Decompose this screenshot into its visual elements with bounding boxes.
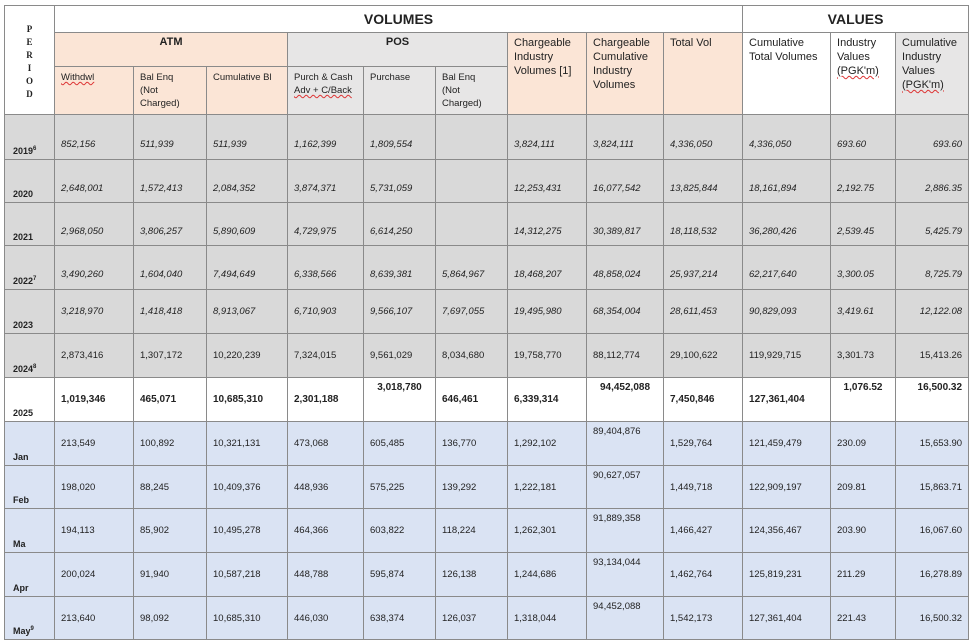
chg-cum-cell: 3,824,111 [587, 115, 664, 160]
header-row-2 [5, 33, 969, 67]
chg-ind-cell: 12,253,431 [508, 160, 587, 203]
chg-cum-cell: 48,858,024 [587, 246, 664, 290]
cum-total-cell: 127,361,404 [743, 378, 831, 422]
total-vol-cell: 25,937,214 [664, 246, 743, 290]
withdwl-cell: 3,490,260 [55, 246, 134, 290]
withdwl-cell: 852,156 [55, 115, 134, 160]
cum-bl-cell: 5,890,609 [207, 203, 288, 246]
bal-enq-cell: 1,572,413 [134, 160, 207, 203]
cum-ind-values-cell: 12,122.08 [896, 290, 969, 334]
total-vol-cell: 1,449,718 [664, 466, 743, 509]
table-row [5, 422, 969, 466]
cum-bl-cell: 7,494,649 [207, 246, 288, 290]
chg-ind-cell: 1,318,044 [508, 597, 587, 640]
purchase-cell: 3,018,780 [364, 378, 436, 422]
bal-enq-pos-header: Bal Enq (Not Charged) [436, 67, 508, 115]
bal-enq-pos-cell: 5,864,967 [436, 246, 508, 290]
ind-values-cell: 230.09 [831, 422, 896, 466]
cum-bl-cell: 2,084,352 [207, 160, 288, 203]
withdwl-cell: 194,113 [55, 509, 134, 553]
bal-enq-cell: 100,892 [134, 422, 207, 466]
cum-bl-cell: 10,587,218 [207, 553, 288, 597]
chargeable-cumulative-volumes-header: Chargeable Cumulative Industry Volumes [587, 33, 664, 115]
cum-bl-cell: 10,321,131 [207, 422, 288, 466]
cum-ind-values-cell: 5,425.79 [896, 203, 969, 246]
cum-bl-cell: 10,409,376 [207, 466, 288, 509]
cum-total-cell: 18,161,894 [743, 160, 831, 203]
purchase-cell: 9,566,107 [364, 290, 436, 334]
purchase-header: Purchase [364, 67, 436, 115]
cum-bl-cell: 10,495,278 [207, 509, 288, 553]
total-vol-cell: 29,100,622 [664, 334, 743, 378]
total-vol-cell: 4,336,050 [664, 115, 743, 160]
table-row-total [5, 378, 969, 422]
cum-ind-values-cell: 16,067.60 [896, 509, 969, 553]
cum-total-cell: 62,217,640 [743, 246, 831, 290]
bal-enq-pos-cell [436, 115, 508, 160]
cum-ind-values-cell: 15,653.90 [896, 422, 969, 466]
cum-total-cell: 121,459,479 [743, 422, 831, 466]
bal-enq-pos-cell: 118,224 [436, 509, 508, 553]
bal-enq-pos-cell: 126,037 [436, 597, 508, 640]
chg-ind-cell: 3,824,111 [508, 115, 587, 160]
bal-enq-cell: 1,418,418 [134, 290, 207, 334]
table-row [5, 553, 969, 597]
ind-values-cell: 2,192.75 [831, 160, 896, 203]
ind-values-cell: 209.81 [831, 466, 896, 509]
cum-ind-values-cell: 693.60 [896, 115, 969, 160]
period-label: 2021 [5, 203, 55, 246]
volumes-header: VOLUMES [55, 6, 743, 33]
chg-cum-cell: 88,112,774 [587, 334, 664, 378]
purch-cash-cell: 464,366 [288, 509, 364, 553]
bal-enq-pos-cell: 646,461 [436, 378, 508, 422]
bal-enq-cell: 3,806,257 [134, 203, 207, 246]
cum-total-cell: 4,336,050 [743, 115, 831, 160]
cum-ind-values-cell: 8,725.79 [896, 246, 969, 290]
total-vol-cell: 7,450,846 [664, 378, 743, 422]
withdwl-cell: 2,968,050 [55, 203, 134, 246]
total-vol-header: Total Vol [664, 33, 743, 115]
chg-ind-cell: 6,339,314 [508, 378, 587, 422]
withdwl-cell: 3,218,970 [55, 290, 134, 334]
total-vol-cell: 18,118,532 [664, 203, 743, 246]
volumes-values-table [4, 5, 969, 640]
table-row [5, 466, 969, 509]
industry-values-header: Industry Values (PGK'm) [831, 33, 896, 115]
purch-cash-header: Purch & Cash Adv + C/Back [288, 67, 364, 115]
period-label: 2020 [5, 160, 55, 203]
cum-total-cell: 125,819,231 [743, 553, 831, 597]
bal-enq-cell: 1,604,040 [134, 246, 207, 290]
chg-cum-cell: 91,889,358 [587, 509, 664, 553]
withdwl-cell: 2,648,001 [55, 160, 134, 203]
bal-enq-pos-cell [436, 203, 508, 246]
purch-cash-cell: 2,301,188 [288, 378, 364, 422]
ind-values-cell: 2,539.45 [831, 203, 896, 246]
bal-enq-cell: 91,940 [134, 553, 207, 597]
cum-total-cell: 127,361,404 [743, 597, 831, 640]
total-vol-cell: 1,542,173 [664, 597, 743, 640]
table-row [5, 334, 969, 378]
table-row [5, 203, 969, 246]
bal-enq-cell: 511,939 [134, 115, 207, 160]
purch-cash-cell: 473,068 [288, 422, 364, 466]
cum-total-cell: 90,829,093 [743, 290, 831, 334]
cum-bl-cell: 10,685,310 [207, 378, 288, 422]
table-row [5, 597, 969, 640]
period-label: Ma [5, 509, 55, 553]
total-vol-cell: 1,462,764 [664, 553, 743, 597]
table-row [5, 246, 969, 290]
chg-cum-cell: 90,627,057 [587, 466, 664, 509]
cum-bl-cell: 511,939 [207, 115, 288, 160]
bal-enq-cell: 85,902 [134, 509, 207, 553]
purchase-cell: 638,374 [364, 597, 436, 640]
period-label: Jan [5, 422, 55, 466]
ind-values-cell: 693.60 [831, 115, 896, 160]
purch-cash-cell: 3,874,371 [288, 160, 364, 203]
cum-ind-values-cell: 16,500.32 [896, 378, 969, 422]
pos-group-header: POS [288, 33, 508, 67]
bal-enq-pos-cell: 136,770 [436, 422, 508, 466]
withdwl-cell: 198,020 [55, 466, 134, 509]
bal-enq-cell: 1,307,172 [134, 334, 207, 378]
bal-enq-pos-cell: 7,697,055 [436, 290, 508, 334]
purchase-cell: 1,809,554 [364, 115, 436, 160]
withdwl-cell: 213,640 [55, 597, 134, 640]
cumulative-total-volumes-header: Cumulative Total Volumes [743, 33, 831, 115]
cumulative-bl-header: Cumulative Bl [207, 67, 288, 115]
purch-cash-cell: 1,162,399 [288, 115, 364, 160]
chg-ind-cell: 1,292,102 [508, 422, 587, 466]
period-label: May$^9$ [5, 597, 55, 640]
ind-values-cell: 211.29 [831, 553, 896, 597]
total-vol-cell: 1,529,764 [664, 422, 743, 466]
cum-bl-cell: 10,685,310 [207, 597, 288, 640]
purchase-cell: 6,614,250 [364, 203, 436, 246]
cum-total-cell: 124,356,467 [743, 509, 831, 553]
chg-cum-cell: 68,354,004 [587, 290, 664, 334]
chg-ind-cell: 18,468,207 [508, 246, 587, 290]
cum-bl-cell: 8,913,067 [207, 290, 288, 334]
purchase-cell: 605,485 [364, 422, 436, 466]
purchase-cell: 603,822 [364, 509, 436, 553]
purchase-cell: 5,731,059 [364, 160, 436, 203]
purch-cash-cell: 4,729,975 [288, 203, 364, 246]
period-label: Apr [5, 553, 55, 597]
header-row-1 [5, 6, 969, 33]
chg-ind-cell: 1,262,301 [508, 509, 587, 553]
cum-ind-values-cell: 2,886.35 [896, 160, 969, 203]
withdwl-cell: 200,024 [55, 553, 134, 597]
chg-cum-cell: 94,452,088 [587, 597, 664, 640]
period-header: P E R I O D [5, 6, 55, 115]
period-label: 2019$^6$ [5, 115, 55, 160]
ind-values-cell: 3,301.73 [831, 334, 896, 378]
chg-cum-cell: 16,077,542 [587, 160, 664, 203]
purch-cash-cell: 446,030 [288, 597, 364, 640]
total-vol-cell: 1,466,427 [664, 509, 743, 553]
purch-cash-cell: 448,936 [288, 466, 364, 509]
chargeable-industry-volumes-header: Chargeable Industry Volumes [1] [508, 33, 587, 115]
period-label: 2022$^7$ [5, 246, 55, 290]
total-vol-cell: 13,825,844 [664, 160, 743, 203]
period-label: 2024$^8$ [5, 334, 55, 378]
purch-cash-cell: 6,338,566 [288, 246, 364, 290]
cum-ind-values-cell: 16,278.89 [896, 553, 969, 597]
chg-cum-cell: 89,404,876 [587, 422, 664, 466]
withdwl-cell: 2,873,416 [55, 334, 134, 378]
ind-values-cell: 3,300.05 [831, 246, 896, 290]
chg-ind-cell: 1,244,686 [508, 553, 587, 597]
chg-ind-cell: 1,222,181 [508, 466, 587, 509]
period-label: Feb [5, 466, 55, 509]
purchase-cell: 595,874 [364, 553, 436, 597]
withdwl-cell: 213,549 [55, 422, 134, 466]
ind-values-cell: 1,076.52 [831, 378, 896, 422]
bal-enq-pos-cell: 8,034,680 [436, 334, 508, 378]
purchase-cell: 9,561,029 [364, 334, 436, 378]
total-vol-cell: 28,611,453 [664, 290, 743, 334]
bal-enq-atm-header: Bal Enq (Not Charged) [134, 67, 207, 115]
cumulative-industry-values-header: Cumulative Industry Values (PGK'm) [896, 33, 969, 115]
withdwl-header: Withdwl [55, 67, 134, 115]
chg-cum-cell: 30,389,817 [587, 203, 664, 246]
bal-enq-pos-cell [436, 160, 508, 203]
ind-values-cell: 203.90 [831, 509, 896, 553]
values-header: VALUES [743, 6, 969, 33]
ind-values-cell: 221.43 [831, 597, 896, 640]
period-label: 2023 [5, 290, 55, 334]
bal-enq-pos-cell: 139,292 [436, 466, 508, 509]
bal-enq-cell: 465,071 [134, 378, 207, 422]
cum-total-cell: 119,929,715 [743, 334, 831, 378]
bal-enq-cell: 98,092 [134, 597, 207, 640]
purch-cash-cell: 7,324,015 [288, 334, 364, 378]
table-row [5, 509, 969, 553]
cum-bl-cell: 10,220,239 [207, 334, 288, 378]
purch-cash-cell: 448,788 [288, 553, 364, 597]
period-label: 2025 [5, 378, 55, 422]
ind-values-cell: 3,419.61 [831, 290, 896, 334]
chg-ind-cell: 19,495,980 [508, 290, 587, 334]
chg-ind-cell: 14,312,275 [508, 203, 587, 246]
purchase-cell: 575,225 [364, 466, 436, 509]
cum-ind-values-cell: 15,413.26 [896, 334, 969, 378]
withdwl-cell: 1,019,346 [55, 378, 134, 422]
bal-enq-pos-cell: 126,138 [436, 553, 508, 597]
chg-cum-cell: 93,134,044 [587, 553, 664, 597]
cum-ind-values-cell: 15,863.71 [896, 466, 969, 509]
chg-cum-cell: 94,452,088 [587, 378, 664, 422]
chg-ind-cell: 19,758,770 [508, 334, 587, 378]
cum-ind-values-cell: 16,500.32 [896, 597, 969, 640]
cum-total-cell: 36,280,426 [743, 203, 831, 246]
table-row [5, 115, 969, 160]
table-row [5, 160, 969, 203]
purchase-cell: 8,639,381 [364, 246, 436, 290]
bal-enq-cell: 88,245 [134, 466, 207, 509]
purch-cash-cell: 6,710,903 [288, 290, 364, 334]
atm-group-header: ATM [55, 33, 288, 67]
cum-total-cell: 122,909,197 [743, 466, 831, 509]
table-row [5, 290, 969, 334]
